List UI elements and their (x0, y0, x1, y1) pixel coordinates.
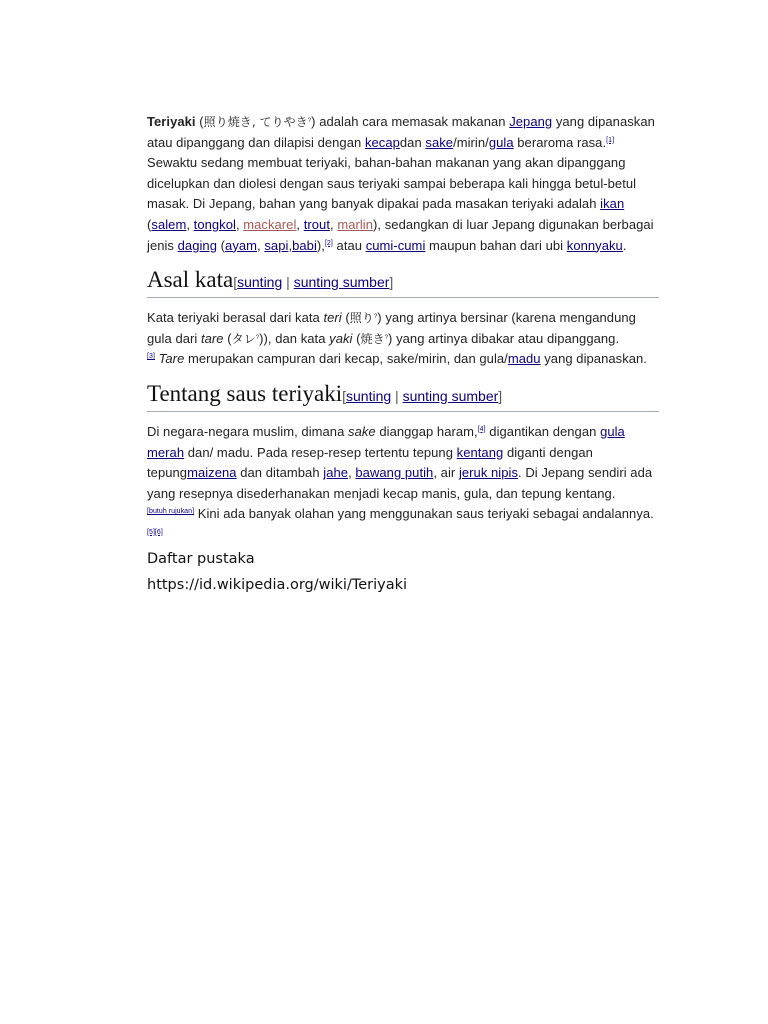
link-bawang-putih[interactable]: bawang putih (355, 465, 434, 481)
daftar-pustaka-label: Daftar pustaka (147, 550, 255, 567)
ref-citation-needed[interactable]: [butuh rujukan] (147, 508, 195, 516)
link-trout[interactable]: trout (303, 216, 330, 232)
link-sake[interactable]: sake (425, 134, 454, 150)
edit-source-link[interactable]: sunting sumber (293, 274, 390, 291)
edit-links: [sunting | sunting sumber] (233, 274, 394, 291)
link-kentang[interactable]: kentang (456, 444, 504, 460)
ref-2[interactable]: [2] (324, 239, 333, 247)
kanji-text: 照り焼き, てりやき (203, 115, 308, 129)
link-sapi[interactable]: sapi (264, 237, 289, 253)
edit-source-link[interactable]: sunting sumber (402, 387, 499, 404)
link-madu[interactable]: madu (507, 351, 541, 367)
link-gula[interactable]: gula (488, 134, 514, 150)
ref-3[interactable]: [3] (147, 353, 155, 361)
link-mackarel[interactable]: mackarel (243, 216, 297, 232)
link-babi[interactable]: babi (292, 237, 317, 253)
link-daging[interactable]: daging (177, 237, 217, 253)
ref-5-6[interactable]: [5][6] (147, 528, 163, 536)
saus-paragraph: Di negara-negara muslim, dimana sake dianggap haram,[4] digantikan dengan gula merah dan/ madu. Pada resep-resep tertentu tepung kentang diganti dengan tepungmaizena dan ditambah jahe, bawang putih, air jeruk nipis. Di Jepang sendiri ada yang resepnya disederhanakan menjadi kecap manis, gula, dan tepung kentang. [butuh rujukan] Kini ada banyak olahan yang menggunakan saus teriyaki sebagai andalannya.[5][6] (147, 423, 654, 536)
link-marlin[interactable]: marlin (337, 216, 374, 232)
link-jepang[interactable]: Jepang (509, 114, 553, 129)
link-tongkol[interactable]: tongkol (193, 216, 236, 232)
article (147, 112, 659, 593)
link-kecap[interactable]: kecap (364, 134, 400, 150)
link-cumi[interactable]: cumi-cumi (365, 237, 426, 253)
link-ikan[interactable]: ikan (600, 196, 625, 212)
link-jahe[interactable]: jahe (323, 465, 349, 481)
link-maizena[interactable]: maizena (187, 465, 237, 481)
edit-link[interactable]: sunting (346, 387, 392, 404)
ref-4[interactable]: [4] (477, 425, 486, 433)
link-konnyaku[interactable]: konnyaku (566, 237, 623, 253)
section-heading-asal-kata: Asal kata[sunting | sunting sumber] (147, 266, 659, 298)
link-jeruk-nipis[interactable]: jeruk nipis (458, 465, 519, 481)
ref-1[interactable]: [1] (606, 136, 615, 144)
edit-link[interactable]: sunting (237, 274, 283, 291)
section-heading-saus: Tentang saus teriyaki[sunting | sunting sumber] (147, 380, 659, 412)
link-ayam[interactable]: ayam (225, 237, 258, 253)
link-salem[interactable]: salem (151, 216, 187, 232)
intro-paragraph: Teriyaki (照り焼き, てりやき?) adalah cara memasak makanan Jepang yang dipanaskan atau dipanggang dan dilapisi dengan kecapdan sake/mirin/gula beraroma rasa.[1] Sewaktu sedang membuat teriyaki, bahan-bahan makanan yang akan dipanggang dicelupkan dan diolesi dengan saus teriyaki sampai beberapa kali hingga betul-betul masak. Di Jepang, bahan yang banyak dipakai pada masakan teriyaki adalah ikan (salem, tongkol, mackarel, trout, marlin), sedangkan di luar Jepang digunakan berbagai jenis daging (ayam, sapi,babi),[2] atau cumi-cumi maupun bahan dari ubi konnyaku. (147, 114, 655, 253)
source-url: https://id.wikipedia.org/wiki/Teriyaki (147, 576, 408, 593)
term-bold: Teriyaki (147, 114, 196, 129)
edit-links: [sunting | sunting sumber] (342, 387, 503, 404)
link-gula-merah[interactable]: gula merah (147, 423, 625, 460)
asal-kata-paragraph: Kata teriyaki berasal dari kata teri (照り?) yang artinya bersinar (karena mengandung gula dari tare (タレ?)), dan kata yaki (焼き?) yang artinya dibakar atau dipanggang. [3] Tare merupakan campuran dari kecap, sake/mirin, dan gula/madu yang dipanaskan. (147, 310, 647, 367)
